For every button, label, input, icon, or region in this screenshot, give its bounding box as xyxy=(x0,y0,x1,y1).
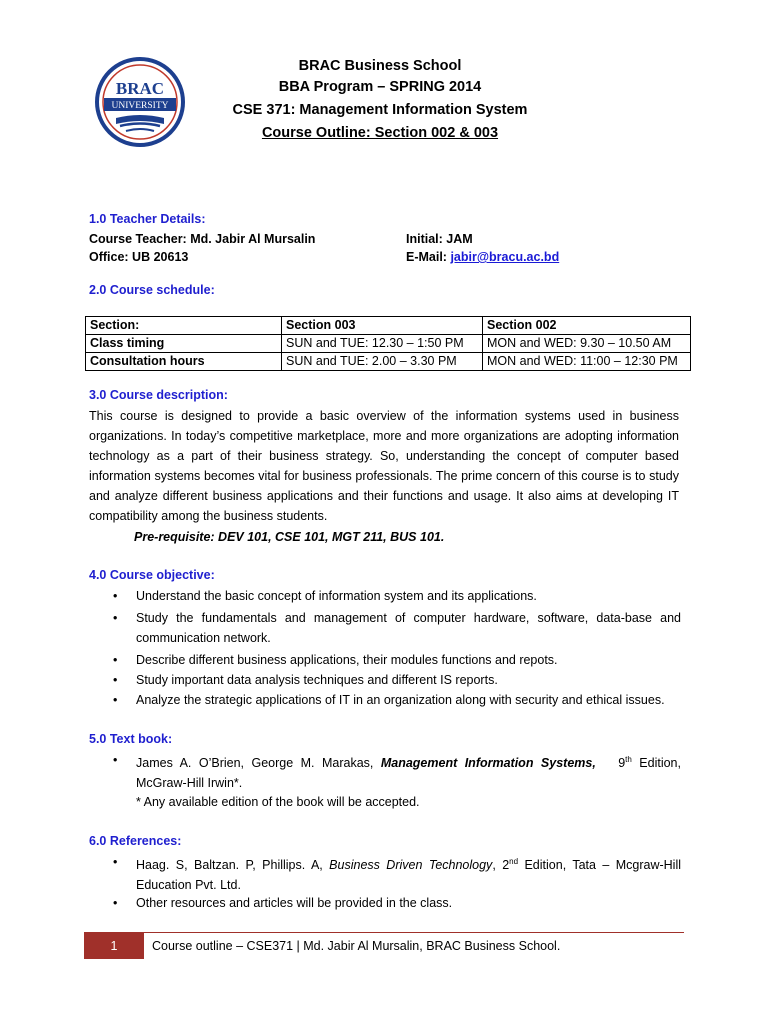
reference-edition-suffix: nd xyxy=(509,857,519,866)
email-row xyxy=(406,247,559,267)
table-cell: MON and WED: 9.30 – 10.50 AM xyxy=(483,335,691,353)
textbook-edition-suffix: th xyxy=(625,755,632,764)
email-link[interactable]: jabir@bracu.ac.bd xyxy=(450,250,560,264)
list-item: • Analyze the strategic applications of IT in an organization along with security and ethical issues. xyxy=(113,693,665,707)
section-heading-textbook: 5.0 Text book: xyxy=(89,732,173,746)
reference-rest: Edition, Tata – Mcgraw-Hill Education Pvt. Ltd. xyxy=(136,858,682,893)
table-row xyxy=(86,353,691,371)
table-cell: SUN and TUE: 2.00 – 3.30 PM xyxy=(282,353,483,371)
section-heading-teacher: 1.0 Teacher Details: xyxy=(89,212,206,226)
reference-title: Business Driven Technology xyxy=(329,858,493,873)
section-heading-references: 6.0 References: xyxy=(89,834,182,848)
prerequisite: Pre-requisite: DEV 101, CSE 101, MGT 211, BUS 101. xyxy=(134,530,445,544)
outline-title: Course Outline: Section 002 & 003 xyxy=(261,125,499,141)
table-cell: Section: xyxy=(86,317,282,335)
svg-text:BRAC: BRAC xyxy=(115,79,165,98)
textbook-authors: James A. O’Brien, George M. Marakas, xyxy=(136,756,381,771)
list-item: • Describe different business applications, their modules functions and repots. xyxy=(113,653,558,667)
table-cell: Section 003 xyxy=(282,317,483,335)
table-row xyxy=(86,317,691,335)
table-cell: SUN and TUE: 12.30 – 1:50 PM xyxy=(282,335,483,353)
table-cell: Section 002 xyxy=(483,317,691,335)
reference-edition: , 2 xyxy=(492,858,510,873)
svg-text:UNIVERSITY: UNIVERSITY xyxy=(111,101,169,111)
list-item: • Understand the basic concept of information system and its applications. xyxy=(113,589,537,603)
list-item: • Haag. S, Baltzan. P, Phillips. A, Business Driven Technology, 2nd Edition, Tata – Mcgraw-Hill Education Pvt. Ltd. xyxy=(113,855,682,893)
office: Office: UB 20613 xyxy=(89,250,189,264)
list-item: • James A. O’Brien, George M. Marakas, Management Information Systems, 9th Edition, McGraw-Hill Irwin*. xyxy=(113,753,681,791)
table-row xyxy=(86,335,691,353)
email-label: E-Mail: xyxy=(406,250,451,264)
page-number: 1 xyxy=(84,933,144,959)
textbook-edition-rest: Edition, McGraw-Hill Irwin*. xyxy=(136,756,681,791)
table-cell: MON and WED: 11:00 – 12:30 PM xyxy=(483,353,691,371)
section-heading-description: 3.0 Course description: xyxy=(89,388,228,402)
description-text: This course is designed to provide a basic overview of the information systems used in business organizations. In today’s competitive marketplace, more and more organizations are adopting information technology as a part of their business strategy. So, understanding the concept of computer based information systems becomes vital for business professionals. The prime concern of this course is to study and analyze different business applications and their functions and usage. It also aims at developing IT compatibility among the business students. xyxy=(89,409,679,523)
textbook-title: Management Information Systems, xyxy=(380,756,596,771)
course-title: CSE 371: Management Information System xyxy=(232,102,528,118)
textbook-note: * Any available edition of the book will be accepted. xyxy=(136,795,420,809)
list-item: • Other resources and articles will be provided in the class. xyxy=(113,896,453,910)
table-cell: Class timing xyxy=(86,335,282,353)
footer-divider xyxy=(84,932,684,933)
reference-authors: Haag. S, Baltzan. P, Phillips. A, xyxy=(136,858,330,873)
teacher-initial: Initial: JAM xyxy=(406,232,473,246)
teacher-name: Course Teacher: Md. Jabir Al Mursalin xyxy=(89,232,316,246)
list-item: • Study important data analysis techniques and different IS reports. xyxy=(113,673,498,687)
section-heading-schedule: 2.0 Course schedule: xyxy=(89,283,215,297)
schedule-table xyxy=(85,316,691,371)
textbook-edition-number: 9 xyxy=(618,756,626,771)
section-heading-objective: 4.0 Course objective: xyxy=(89,568,215,582)
list-item: • Study the fundamentals and management of computer hardware, software, data-base and communication network. xyxy=(113,611,681,645)
footer-text: Course outline – CSE371 | Md. Jabir Al Mursalin, BRAC Business School. xyxy=(152,939,561,953)
program-title: BBA Program – SPRING 2014 xyxy=(278,79,482,95)
school-title: BRAC Business School xyxy=(298,58,462,74)
table-cell: Consultation hours xyxy=(86,353,282,371)
